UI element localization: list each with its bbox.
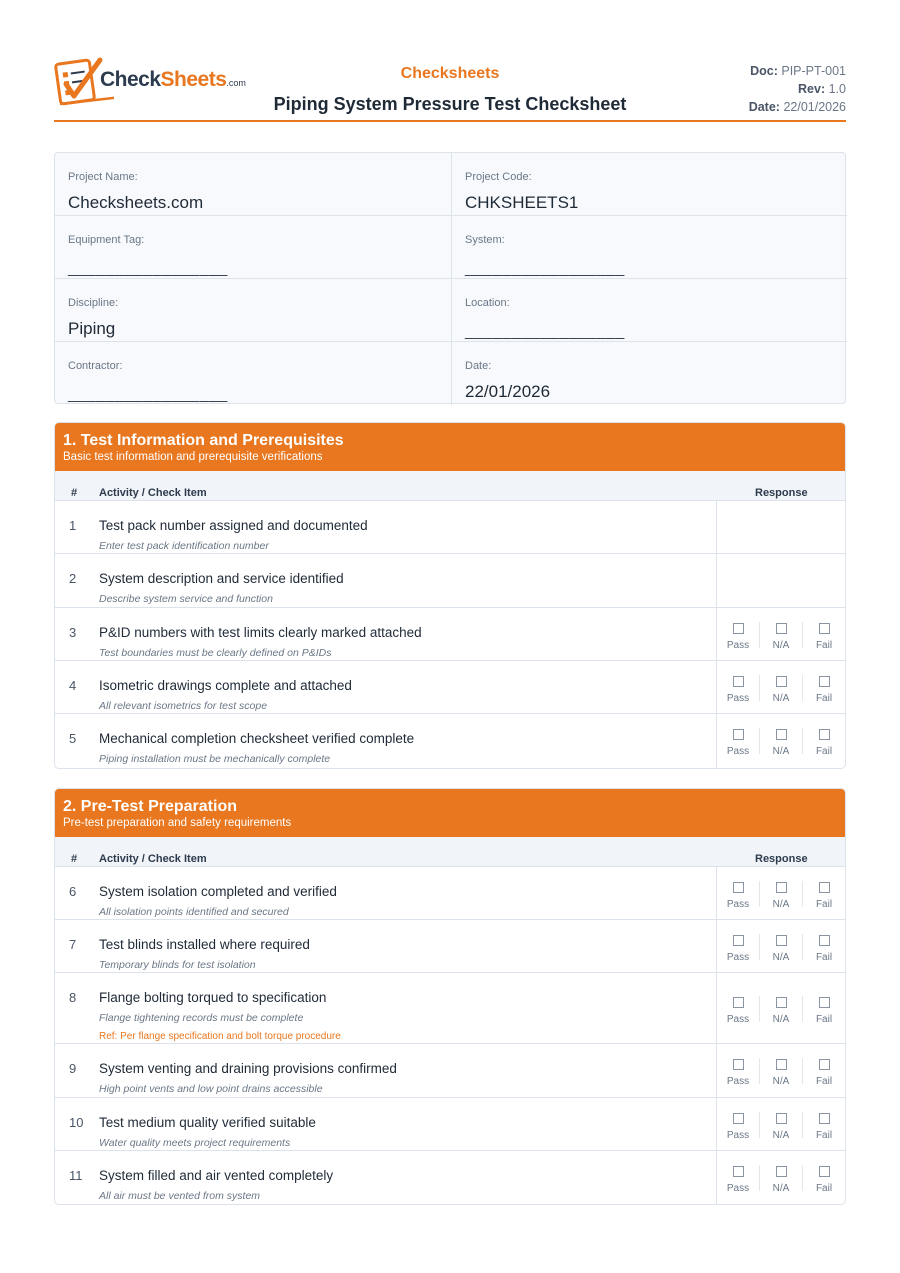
na-checkbox[interactable]: N/A xyxy=(761,676,801,704)
response-options xyxy=(716,973,846,1043)
project-info-grid xyxy=(54,152,846,404)
contractor-field[interactable]: Contractor: _________________ xyxy=(68,360,228,403)
discipline-field[interactable]: Discipline: Piping xyxy=(55,279,451,342)
fail-checkbox[interactable]: Fail xyxy=(804,1166,844,1194)
checklist-row: 6 System isolation completed and verified All isolation points identified and secured Pass N/A Fail xyxy=(55,867,845,920)
date-field[interactable]: Date: 22/01/2026 xyxy=(451,342,847,405)
location-field[interactable]: Location: _________________ xyxy=(451,279,847,342)
project-code-value: CHKSHEETS1 xyxy=(465,193,579,212)
column-header-row: # Activity / Check Item Response xyxy=(55,837,845,867)
project-code-field[interactable]: Project Code: CHKSHEETS1 xyxy=(451,153,847,216)
na-checkbox[interactable]: N/A xyxy=(761,729,801,757)
reference-note: Ref: Per flange specification and bolt torque procedure xyxy=(99,1031,341,1042)
pass-checkbox[interactable]: Pass xyxy=(718,623,758,651)
pass-checkbox[interactable]: Pass xyxy=(718,997,758,1025)
section-subtitle: Pre-test preparation and safety requirements xyxy=(63,817,292,829)
section-title: 2. Pre-Test Preparation xyxy=(63,798,237,815)
na-checkbox[interactable]: N/A xyxy=(761,997,801,1025)
na-checkbox[interactable]: N/A xyxy=(761,935,801,963)
checklist-row: 2 System description and service identified Describe system service and function xyxy=(55,554,845,608)
fail-checkbox[interactable]: Fail xyxy=(804,1059,844,1087)
contractor-blank: _________________ xyxy=(68,386,228,403)
project-name-field[interactable]: Project Name: Checksheets.com xyxy=(55,153,451,216)
checklist-row: 7 Test blinds installed where required Temporary blinds for test isolation Pass N/A Fail xyxy=(55,920,845,973)
pass-checkbox[interactable]: Pass xyxy=(718,1166,758,1194)
checklist-row: 10 Test medium quality verified suitable Water quality meets project requirements Pass N/A Fail xyxy=(55,1098,845,1151)
doc-number: PIP-PT-001 xyxy=(781,64,846,78)
document-meta: Doc: PIP-PT-001 Rev: 1.0 Date: 22/01/2026 xyxy=(748,64,846,114)
response-input-cell[interactable] xyxy=(716,554,846,607)
pass-checkbox[interactable]: Pass xyxy=(718,1113,758,1141)
checklist-row: 4 Isometric drawings complete and attached All relevant isometrics for test scope Pass N/A Fail xyxy=(55,661,845,714)
section-test-information xyxy=(54,422,846,769)
section-title: 1. Test Information and Prerequisites xyxy=(63,432,344,449)
na-checkbox[interactable]: N/A xyxy=(761,1059,801,1087)
section-header xyxy=(55,789,845,837)
system-field[interactable]: System: _________________ xyxy=(451,216,847,279)
date-value: 22/01/2026 xyxy=(465,382,551,401)
pass-checkbox[interactable]: Pass xyxy=(718,676,758,704)
response-options xyxy=(716,920,846,972)
equipment-tag-blank: _________________ xyxy=(68,260,228,277)
response-options xyxy=(716,867,846,919)
discipline-value: Piping xyxy=(68,319,116,338)
fail-checkbox[interactable]: Fail xyxy=(804,729,844,757)
response-input-cell[interactable] xyxy=(716,501,846,553)
fail-checkbox[interactable]: Fail xyxy=(804,882,844,910)
response-options xyxy=(716,1044,846,1097)
document-title: Piping System Pressure Test Checksheet xyxy=(273,94,627,114)
response-options xyxy=(716,1151,846,1204)
fail-checkbox[interactable]: Fail xyxy=(804,623,844,651)
checklist-row: 5 Mechanical completion checksheet verified complete Piping installation must be mechanically complete Pass N/A Fail xyxy=(55,714,845,768)
na-checkbox[interactable]: N/A xyxy=(761,1113,801,1141)
section-header xyxy=(55,423,845,471)
response-options xyxy=(716,661,846,713)
fail-checkbox[interactable]: Fail xyxy=(804,676,844,704)
pass-checkbox[interactable]: Pass xyxy=(718,882,758,910)
fail-checkbox[interactable]: Fail xyxy=(804,1113,844,1141)
checklist-row: 1 Test pack number assigned and documented Enter test pack identification number xyxy=(55,501,845,554)
na-checkbox[interactable]: N/A xyxy=(761,1166,801,1194)
response-options xyxy=(716,608,846,660)
section-subtitle: Basic test information and prerequisite verifications xyxy=(63,451,323,463)
location-blank: _________________ xyxy=(465,323,625,340)
pass-checkbox[interactable]: Pass xyxy=(718,1059,758,1087)
column-header-row: # Activity / Check Item Response xyxy=(55,471,845,501)
checklist-row: 9 System venting and draining provisions confirmed High point vents and low point drains accessible Pass N/A Fail xyxy=(55,1044,845,1098)
pass-checkbox[interactable]: Pass xyxy=(718,935,758,963)
response-options xyxy=(716,714,846,768)
fail-checkbox[interactable]: Fail xyxy=(804,935,844,963)
response-options xyxy=(716,1098,846,1150)
section-pre-test-preparation xyxy=(54,788,846,1205)
equipment-tag-field[interactable]: Equipment Tag: _________________ xyxy=(55,216,451,279)
na-checkbox[interactable]: N/A xyxy=(761,623,801,651)
na-checkbox[interactable]: N/A xyxy=(761,882,801,910)
system-blank: _________________ xyxy=(465,260,625,277)
checklist-row: 11 System filled and air vented completely All air must be vented from system Pass N/A Fail xyxy=(55,1151,845,1204)
doc-date: 22/01/2026 xyxy=(783,100,846,114)
logo-wordmark: CheckSheets.com xyxy=(100,68,246,91)
checklist-row: 8 Flange bolting torqued to specification Flange tightening records must be complete Ref: Per flange specification and bolt torque procedure Pass N/A Fail xyxy=(55,973,845,1044)
document-header xyxy=(54,52,846,122)
revision: 1.0 xyxy=(828,82,846,96)
project-name-value: Checksheets.com xyxy=(68,193,204,212)
fail-checkbox[interactable]: Fail xyxy=(804,997,844,1025)
checklist-row: 3 P&ID numbers with test limits clearly marked attached Test boundaries must be clearly defined on P&IDs Pass N/A Fail xyxy=(55,608,845,661)
pass-checkbox[interactable]: Pass xyxy=(718,729,758,757)
brand-name: Checksheets xyxy=(400,65,500,82)
